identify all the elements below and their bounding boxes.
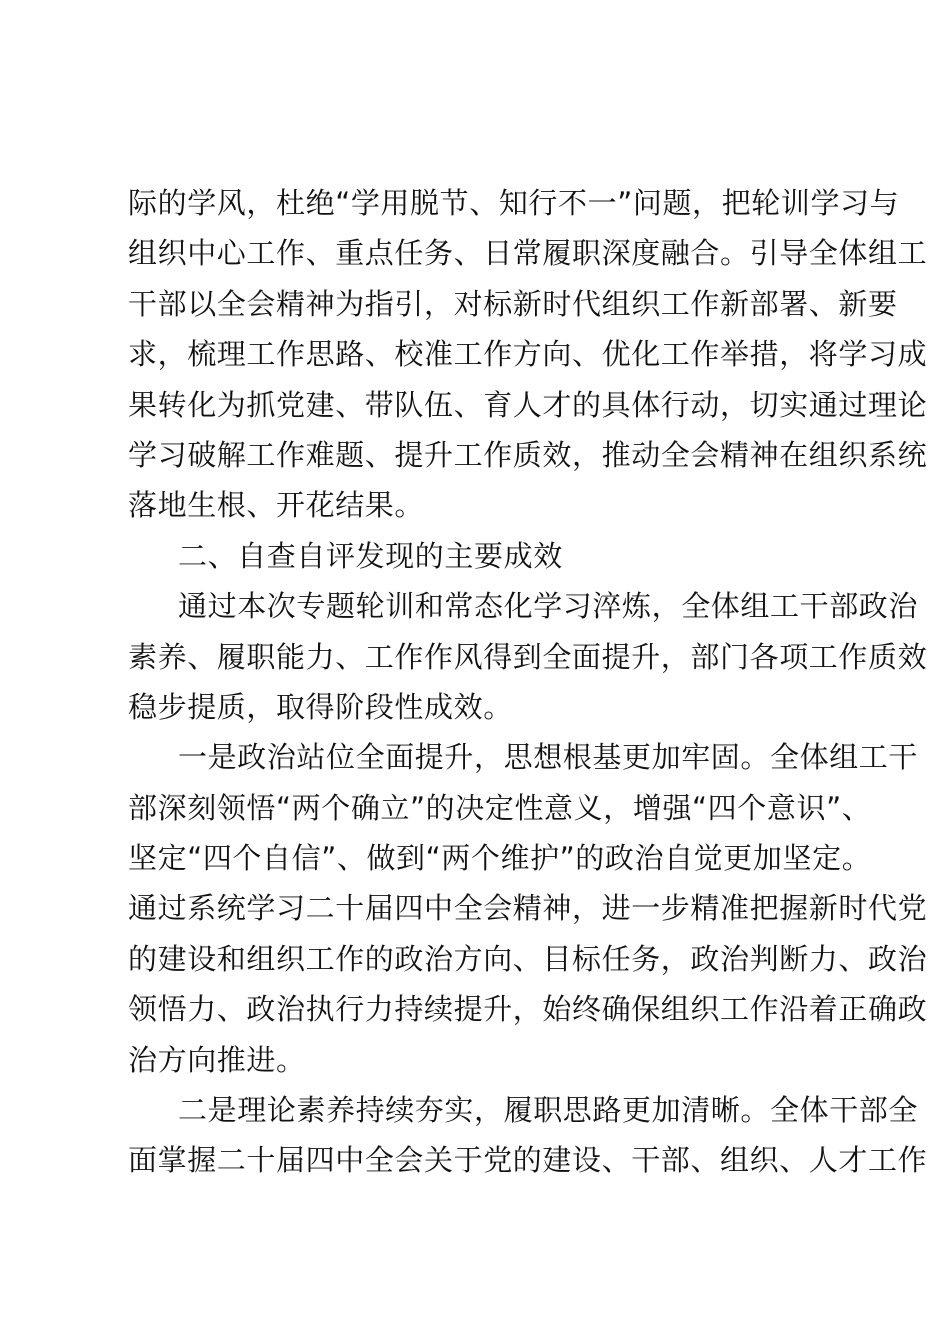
text-line: 干部以全会精神为指引，对标新时代组织工作新部署、新要 [128,286,898,321]
text-line: 稳步提质，取得阶段性成效。 [128,689,513,724]
text-line: 面掌握二十届四中全会关于党的建设、干部、组织、人才工作 [128,1143,928,1178]
text-line: 部深刻领悟“两个确立”的决定性意义，增强“四个意识”、 [128,790,872,825]
text-line: 素养、履职能力、工作作风得到全面提升，部门各项工作质效 [128,639,928,674]
text-line: 治方向推进。 [128,1042,306,1077]
text-line: 果转化为抓党建、带队伍、育人才的具体行动，切实通过理论 [128,387,928,422]
text-line: 求，梳理工作思路、校准工作方向、优化工作举措，将学习成 [128,337,928,372]
text-line: 的建设和组织工作的政治方向、目标任务，政治判断力、政治 [128,941,928,976]
text-line: 通过系统学习二十届四中全会精神，进一步精准把握新时代党 [128,891,928,926]
text-line: 际的学风，杜绝“学用脱节、知行不一”问题，把轮训学习与 [128,186,900,220]
text-line: 通过本次专题轮训和常态化学习淬炼，全体组工干部政治 [178,589,919,624]
text-line: 落地生根、开花结果。 [128,488,425,523]
text-line: 坚定“四个自信”、做到“两个维护”的政治自觉更加坚定。 [128,841,872,876]
section-heading: 二、自查自评发现的主要成效 [178,538,563,573]
text-line: 学习破解工作难题、提升工作质效，推动全会精神在组织系统 [128,437,928,472]
text-line: 组织中心工作、重点任务、日常履职深度融合。引导全体组工 [128,236,928,271]
text-line: 二是理论素养持续夯实，履职思路更加清晰。全体干部全 [178,1093,919,1128]
document-body [128,178,928,1186]
text-line: 领悟力、政治执行力持续提升，始终确保组织工作沿着正确政 [128,992,928,1027]
text-line: 一是政治站位全面提升，思想根基更加牢固。全体组工干 [178,740,919,775]
